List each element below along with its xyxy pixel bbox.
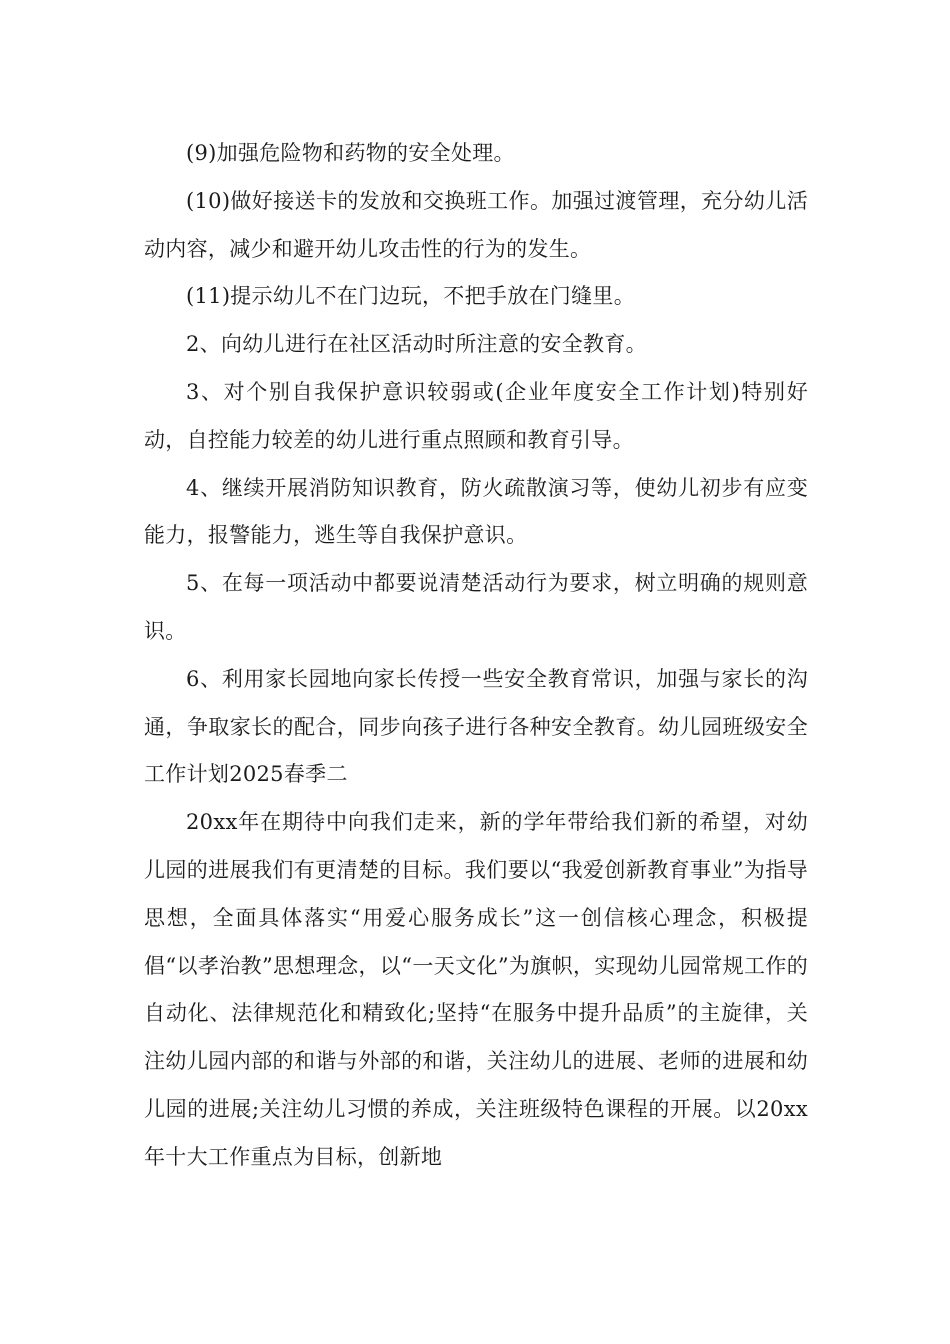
paragraph-item-11: (11)提示幼儿不在门边玩，不把手放在门缝里。 (186, 284, 636, 309)
paragraph-item-10: (10)做好接送卡的发放和交换班工作。加强过渡管理，充分幼儿活动内容，减少和避开幼儿攻击性的行为的发生。 (144, 188, 808, 261)
document-body (144, 130, 808, 1182)
paragraph-plan-intro: 20xx年在期待中向我们走来，新的学年带给我们新的希望，对幼儿园的进展我们有更清楚的目标。我们要以“我爱创新教育事业”为指导思想，全面具体落实“用爱心服务成长”这一创信核心理念，积极提倡“以孝治教”思想理念，以“一天文化”为旗帜，实现幼儿园常规工作的自动化、法律规范化和精致化;坚持“在服务中提升品质”的主旋律，关注幼儿园内部的和谐与外部的和谐，关注幼儿的进展、老师的进展和幼儿园的进展;关注幼儿习惯的养成，关注班级特色课程的开展。以20xx年十大工作重点为目标，创新地 (144, 810, 808, 1169)
paragraph-item-6: 6、利用家长园地向家长传授一些安全教育常识，加强与家长的沟通，争取家长的配合，同步向孩子进行各种安全教育。幼儿园班级安全工作计划2025春季二 (144, 666, 808, 787)
paragraph-item-5: 5、在每一项活动中都要说清楚活动行为要求，树立明确的规则意识。 (144, 571, 808, 643)
paragraph-item-3: 3、对个别自我保护意识较弱或(企业年度安全工作计划)特别好动，自控能力较差的幼儿进行重点照顾和教育引导。 (144, 379, 808, 452)
paragraph-item-9: (9)加强危险物和药物的安全处理。 (186, 141, 515, 165)
paragraph-item-4: 4、继续开展消防知识教育，防火疏散演习等，使幼儿初步有应变能力，报警能力，逃生等自我保护意识。 (144, 475, 808, 548)
paragraph-item-2: 2、向幼儿进行在社区活动时所注意的安全教育。 (186, 332, 647, 357)
